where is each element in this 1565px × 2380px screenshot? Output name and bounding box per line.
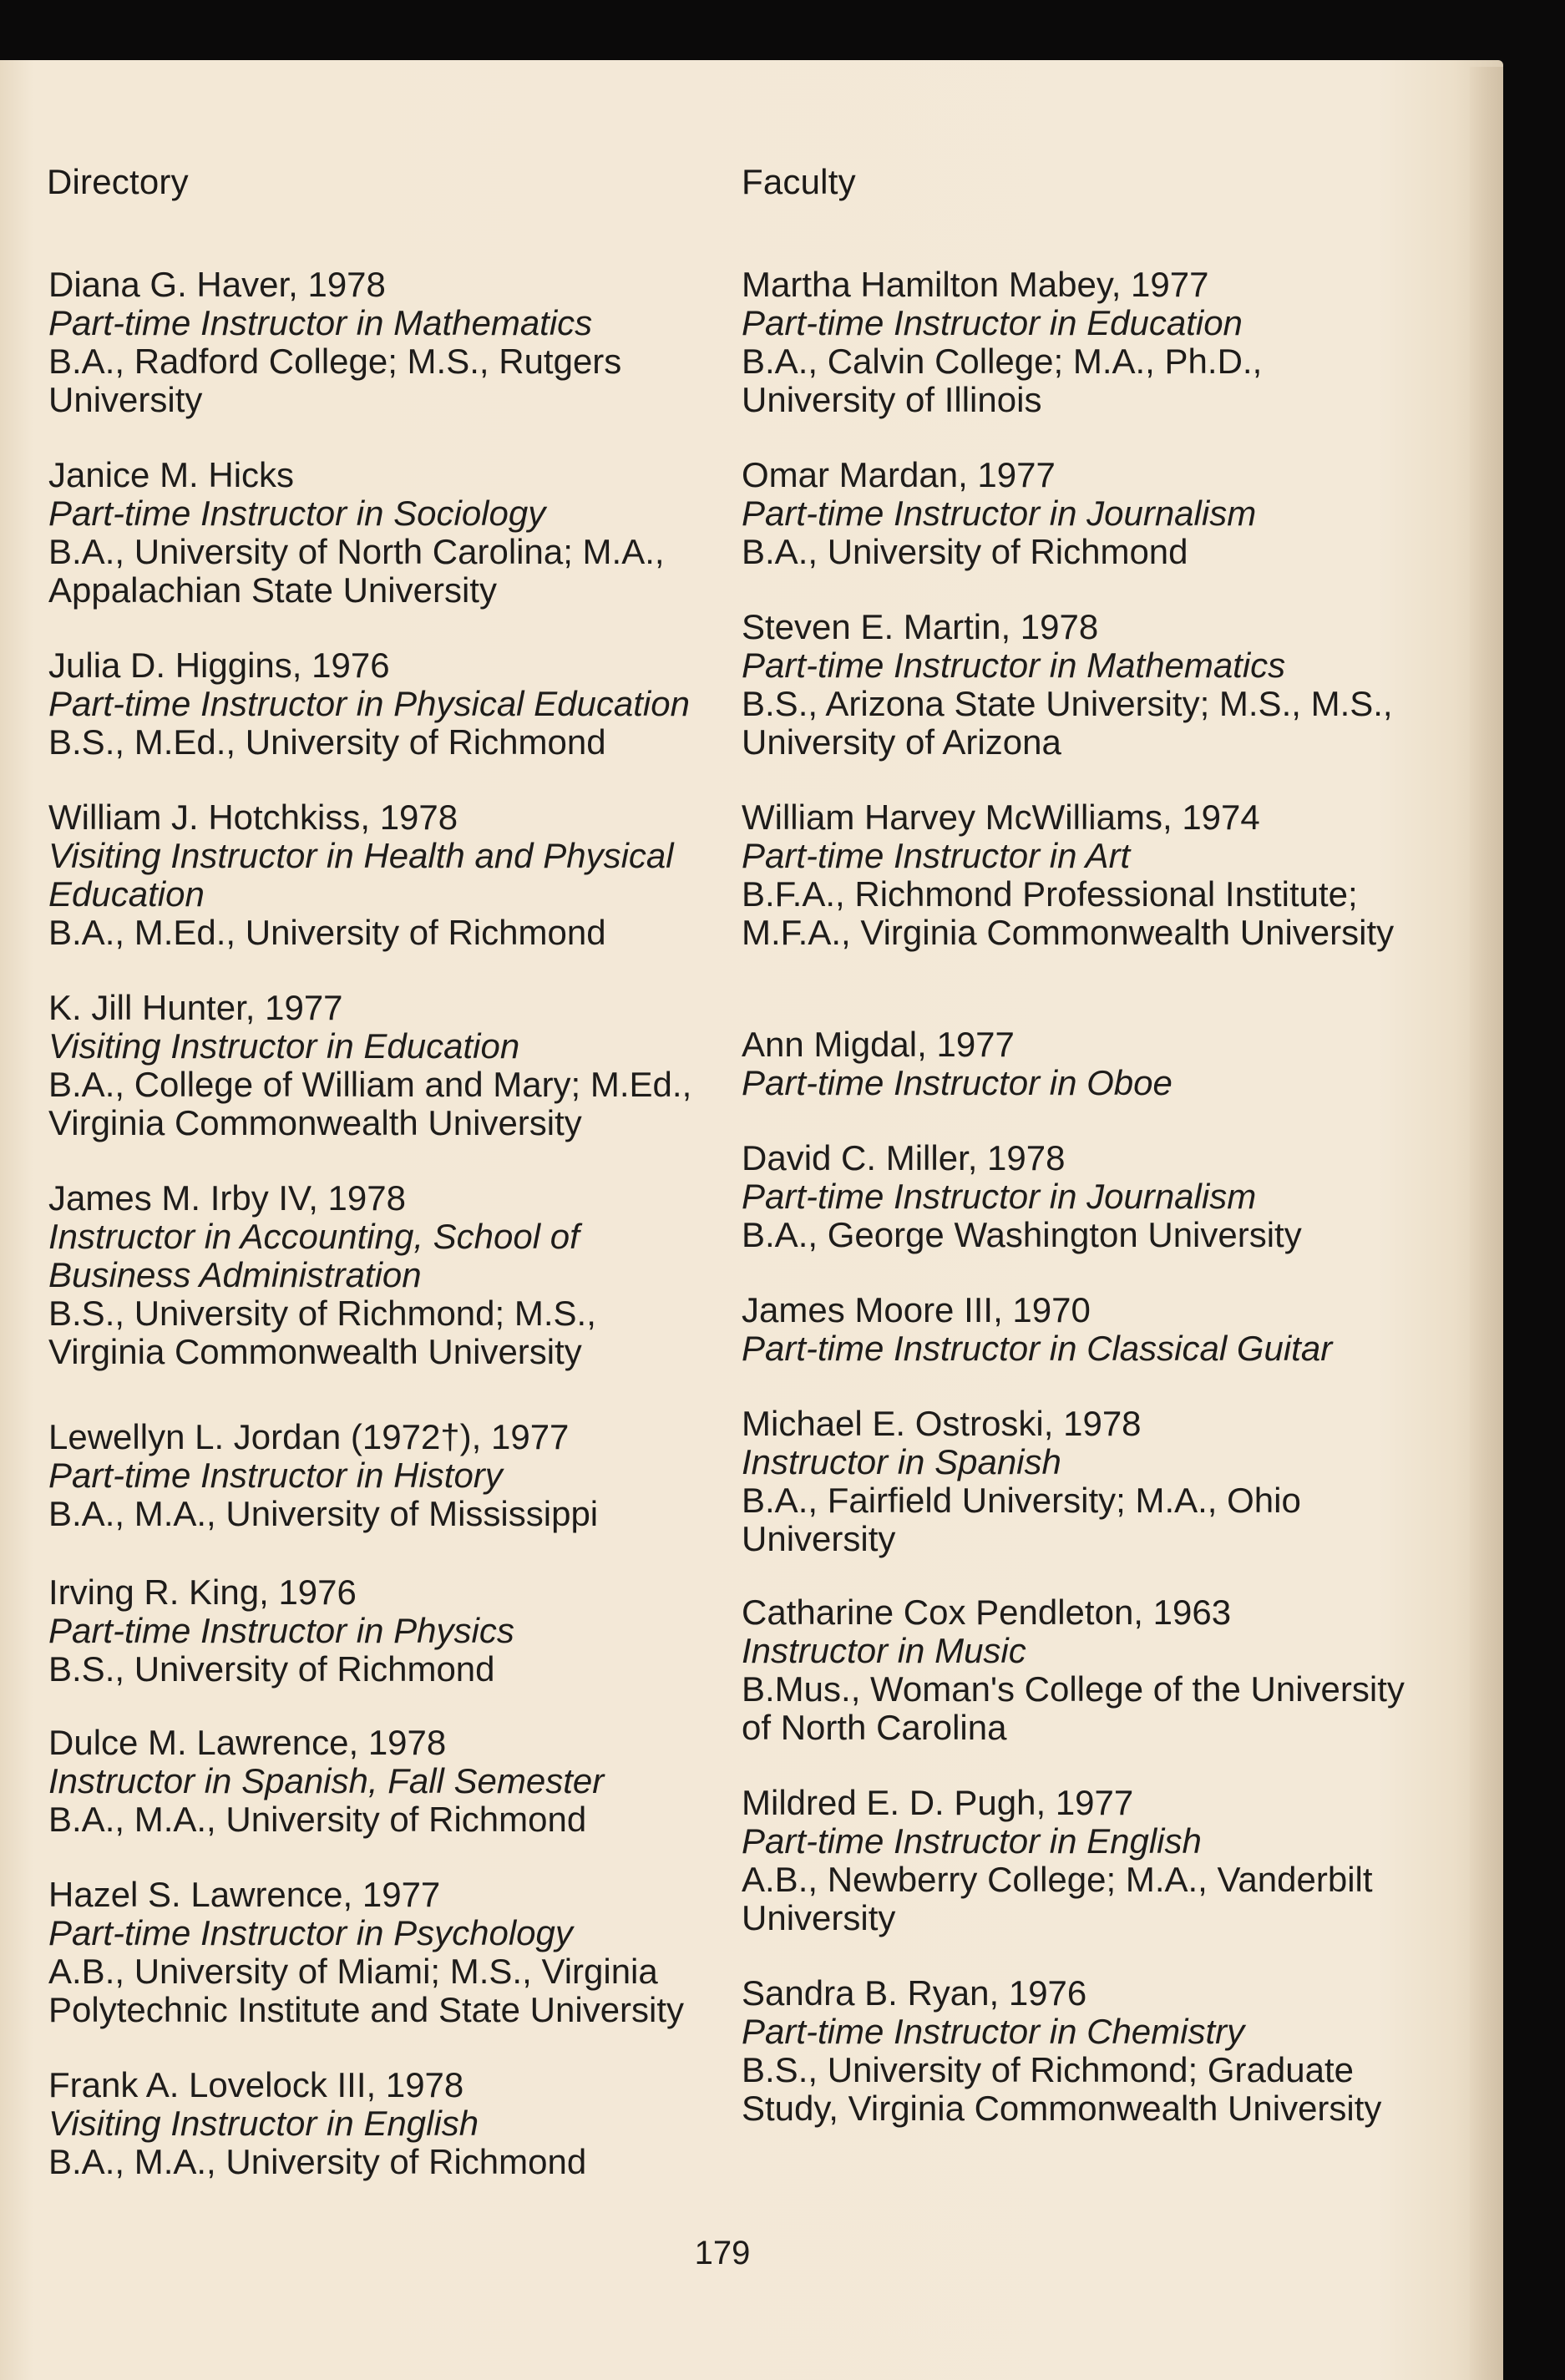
faculty-title: Part-time Instructor in English [742, 1821, 1202, 1861]
faculty-title: Part-time Instructor in Oboe [742, 1063, 1172, 1102]
faculty-title: Instructor in Spanish [742, 1442, 1061, 1481]
faculty-degree: A.B., Newberry College; M.A., Vanderbilt University [742, 1860, 1373, 1937]
faculty-name: Catharine Cox Pendleton, 1963 [742, 1593, 1232, 1632]
faculty-entry [48, 989, 717, 1142]
faculty-title: Visiting Instructor in Health and Physical Education [48, 836, 674, 914]
faculty-name: David C. Miller, 1978 [742, 1138, 1066, 1177]
faculty-name: Mildred E. D. Pugh, 1977 [742, 1783, 1134, 1822]
faculty-entry [742, 266, 1410, 419]
page-edge [1470, 67, 1503, 2380]
faculty-entry [742, 1405, 1410, 1558]
faculty-entry [742, 1784, 1410, 1937]
faculty-name: Ann Migdal, 1977 [742, 1025, 1015, 1064]
faculty-title: Part-time Instructor in Mathematics [742, 646, 1286, 685]
faculty-degree: B.S., Arizona State University; M.S., M.S., University of Arizona [742, 684, 1393, 762]
faculty-title: Part-time Instructor in Chemistry [742, 2012, 1245, 2051]
faculty-entry [742, 608, 1410, 762]
faculty-degree: B.A., M.Ed., University of Richmond [48, 913, 606, 952]
faculty-name: Julia D. Higgins, 1976 [48, 646, 390, 685]
faculty-degree: B.A., George Washington University [742, 1215, 1302, 1254]
faculty-degree: B.A., Calvin College; M.A., Ph.D., University of Illinois [742, 342, 1263, 419]
faculty-name: K. Jill Hunter, 1977 [48, 988, 343, 1027]
faculty-degree: B.Mus., Woman's College of the University of North Carolina [742, 1669, 1405, 1747]
faculty-name: Irving R. King, 1976 [48, 1572, 357, 1612]
faculty-name: Martha Hamilton Mabey, 1977 [742, 265, 1209, 304]
faculty-entry [742, 798, 1410, 952]
faculty-name: Michael E. Ostroski, 1978 [742, 1404, 1142, 1443]
faculty-name: Diana G. Haver, 1978 [48, 265, 386, 304]
faculty-name: Lewellyn L. Jordan (1972†), 1977 [48, 1417, 570, 1456]
faculty-entry [742, 1291, 1410, 1368]
faculty-title: Instructor in Music [742, 1631, 1026, 1670]
faculty-title: Part-time Instructor in Psychology [48, 1913, 573, 1952]
faculty-entry [48, 456, 717, 610]
faculty-degree: B.A., College of William and Mary; M.Ed., Virginia Commonwealth University [48, 1065, 692, 1142]
faculty-degree: B.A., M.A., University of Richmond [48, 2142, 587, 2181]
faculty-degree: B.A., Fairfield University; M.A., Ohio University [742, 1481, 1301, 1558]
faculty-entry [742, 1025, 1410, 1102]
faculty-name: Frank A. Lovelock III, 1978 [48, 2065, 464, 2104]
faculty-title: Part-time Instructor in Classical Guitar [742, 1329, 1333, 1368]
page-number: 179 [694, 2235, 751, 2271]
faculty-title: Part-time Instructor in Physical Education [48, 684, 690, 723]
faculty-title: Part-time Instructor in Education [742, 303, 1243, 342]
faculty-entry [48, 1179, 717, 1371]
faculty-name: Sandra B. Ryan, 1976 [742, 1973, 1087, 2013]
faculty-entry [742, 456, 1410, 571]
faculty-entry [48, 646, 717, 762]
faculty-entry [48, 798, 717, 952]
faculty-title: Part-time Instructor in Mathematics [48, 303, 593, 342]
faculty-entry [742, 1593, 1410, 1747]
faculty-title: Part-time Instructor in History [48, 1456, 503, 1495]
faculty-entry [48, 1724, 717, 1839]
faculty-entry [48, 266, 717, 419]
faculty-title: Part-time Instructor in Journalism [742, 1177, 1257, 1216]
running-header-faculty: Faculty [742, 162, 856, 201]
faculty-title: Visiting Instructor in Education [48, 1026, 520, 1066]
faculty-degree: B.A., Radford College; M.S., Rutgers University [48, 342, 622, 419]
faculty-title: Part-time Instructor in Journalism [742, 494, 1257, 533]
faculty-name: Omar Mardan, 1977 [742, 455, 1056, 494]
faculty-name: Dulce M. Lawrence, 1978 [48, 1723, 447, 1762]
faculty-degree: B.S., M.Ed., University of Richmond [48, 722, 606, 762]
faculty-name: James M. Irby IV, 1978 [48, 1178, 406, 1218]
faculty-name: Hazel S. Lawrence, 1977 [48, 1875, 441, 1914]
faculty-title: Part-time Instructor in Art [742, 836, 1131, 875]
faculty-degree: B.S., University of Richmond; M.S., Virginia Commonwealth University [48, 1294, 596, 1371]
faculty-title: Part-time Instructor in Sociology [48, 494, 546, 533]
running-header-directory: Directory [47, 162, 189, 201]
faculty-degree: B.S., University of Richmond [48, 1649, 495, 1689]
faculty-name: James Moore III, 1970 [742, 1290, 1091, 1329]
faculty-degree: B.F.A., Richmond Professional Institute; M.F.A., Virginia Commonwealth University [742, 874, 1395, 952]
faculty-degree: B.S., University of Richmond; Graduate Study, Virginia Commonwealth University [742, 2050, 1382, 2128]
faculty-name: William Harvey McWilliams, 1974 [742, 798, 1260, 837]
faculty-entry [48, 2066, 717, 2181]
faculty-degree: B.A., M.A., University of Mississippi [48, 1494, 599, 1533]
faculty-degree: B.A., University of North Carolina; M.A., Appalachian State University [48, 532, 665, 610]
faculty-title: Instructor in Spanish, Fall Semester [48, 1761, 605, 1800]
faculty-title: Part-time Instructor in Physics [48, 1611, 514, 1650]
faculty-name: Janice M. Hicks [48, 455, 295, 494]
faculty-degree: B.A., University of Richmond [742, 532, 1188, 571]
faculty-entry [742, 1139, 1410, 1254]
faculty-degree: A.B., University of Miami; M.S., Virginia Polytechnic Institute and State University [48, 1952, 685, 2029]
faculty-entry [48, 1418, 717, 1533]
faculty-entry [742, 1974, 1410, 2128]
faculty-entry [48, 1573, 717, 1689]
faculty-name: Steven E. Martin, 1978 [742, 607, 1099, 646]
faculty-title: Instructor in Accounting, School of Business Administration [48, 1217, 580, 1294]
faculty-name: William J. Hotchkiss, 1978 [48, 798, 458, 837]
faculty-title: Visiting Instructor in English [48, 2104, 479, 2143]
faculty-entry [48, 1876, 717, 2029]
faculty-degree: B.A., M.A., University of Richmond [48, 1800, 587, 1839]
